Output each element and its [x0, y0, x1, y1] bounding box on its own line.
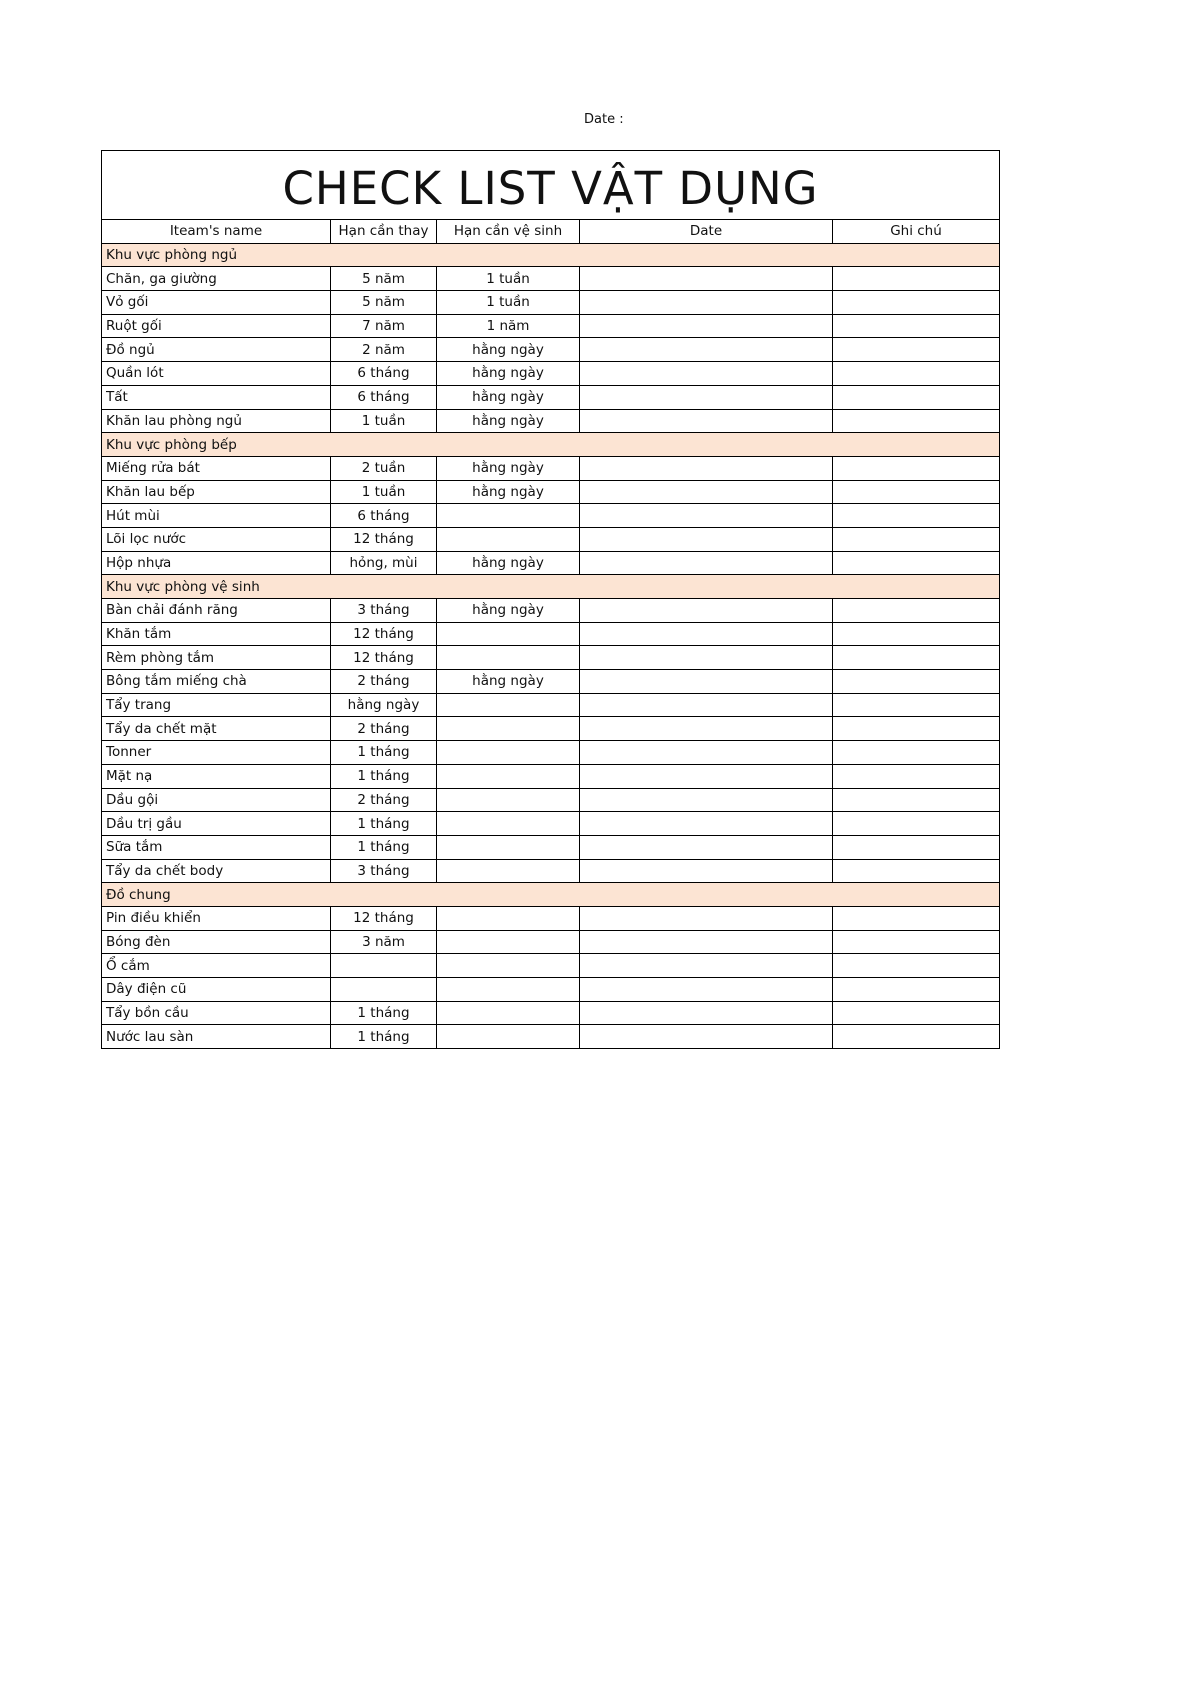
section-row: [102, 575, 1000, 599]
item-name-cell: Tẩy da chết body: [102, 859, 331, 883]
date-cell[interactable]: [580, 930, 833, 954]
date-cell[interactable]: [580, 314, 833, 338]
item-name-cell: Đồ ngủ: [102, 338, 331, 362]
date-cell[interactable]: [580, 1001, 833, 1025]
replace-interval-cell: 7 năm: [331, 314, 437, 338]
table-row: [102, 362, 1000, 386]
note-cell[interactable]: [833, 788, 1000, 812]
item-name-cell: Tonner: [102, 741, 331, 765]
replace-interval-cell: 1 tuần: [331, 409, 437, 433]
note-cell[interactable]: [833, 409, 1000, 433]
note-cell[interactable]: [833, 646, 1000, 670]
clean-interval-cell: [437, 646, 580, 670]
clean-interval-cell: [437, 693, 580, 717]
date-cell[interactable]: [580, 551, 833, 575]
replace-interval-cell: 6 tháng: [331, 362, 437, 386]
item-name-cell: Pin điều khiển: [102, 906, 331, 930]
replace-interval-cell: [331, 954, 437, 978]
table-row: [102, 267, 1000, 291]
table-row: [102, 291, 1000, 315]
date-cell[interactable]: [580, 527, 833, 551]
date-cell[interactable]: [580, 385, 833, 409]
item-name-cell: Bàn chải đánh răng: [102, 599, 331, 623]
table-row: [102, 527, 1000, 551]
item-name-cell: Ruột gối: [102, 314, 331, 338]
item-name-cell: Miếng rửa bát: [102, 456, 331, 480]
date-cell[interactable]: [580, 835, 833, 859]
clean-interval-cell: hằng ngày: [437, 551, 580, 575]
table-row: [102, 314, 1000, 338]
item-name-cell: Dầu trị gầu: [102, 812, 331, 836]
header-date: Date: [580, 220, 833, 244]
date-cell[interactable]: [580, 788, 833, 812]
replace-interval-cell: 5 năm: [331, 267, 437, 291]
date-cell[interactable]: [580, 338, 833, 362]
table-row: [102, 385, 1000, 409]
replace-interval-cell: 12 tháng: [331, 622, 437, 646]
table-row: [102, 409, 1000, 433]
table-row: [102, 551, 1000, 575]
clean-interval-cell: [437, 764, 580, 788]
replace-interval-cell: 1 tháng: [331, 1001, 437, 1025]
table-row: [102, 764, 1000, 788]
table-row: [102, 622, 1000, 646]
note-cell[interactable]: [833, 859, 1000, 883]
table-row: [102, 741, 1000, 765]
note-cell[interactable]: [833, 978, 1000, 1002]
table-row: [102, 599, 1000, 623]
header-item-name: Iteam's name: [102, 220, 331, 244]
replace-interval-cell: 12 tháng: [331, 527, 437, 551]
date-cell[interactable]: [580, 764, 833, 788]
note-cell[interactable]: [833, 741, 1000, 765]
date-cell[interactable]: [580, 291, 833, 315]
item-name-cell: Dây điện cũ: [102, 978, 331, 1002]
note-cell[interactable]: [833, 338, 1000, 362]
date-cell[interactable]: [580, 456, 833, 480]
clean-interval-cell: [437, 978, 580, 1002]
note-cell[interactable]: [833, 551, 1000, 575]
replace-interval-cell: 3 năm: [331, 930, 437, 954]
item-name-cell: Khăn tắm: [102, 622, 331, 646]
item-name-cell: Sữa tắm: [102, 835, 331, 859]
note-cell[interactable]: [833, 1001, 1000, 1025]
date-cell[interactable]: [580, 622, 833, 646]
date-cell[interactable]: [580, 859, 833, 883]
table-row: [102, 338, 1000, 362]
note-cell[interactable]: [833, 1025, 1000, 1049]
table-row: [102, 835, 1000, 859]
checklist-table: [101, 150, 1000, 1049]
section-label: Đồ chung: [102, 883, 1000, 907]
clean-interval-cell: [437, 1025, 580, 1049]
clean-interval-cell: hằng ngày: [437, 338, 580, 362]
note-cell[interactable]: [833, 812, 1000, 836]
clean-interval-cell: hằng ngày: [437, 362, 580, 386]
replace-interval-cell: 6 tháng: [331, 504, 437, 528]
date-cell[interactable]: [580, 693, 833, 717]
item-name-cell: Khăn lau bếp: [102, 480, 331, 504]
table-row: [102, 504, 1000, 528]
table-row: [102, 906, 1000, 930]
table-row: [102, 954, 1000, 978]
item-name-cell: Mặt nạ: [102, 764, 331, 788]
table-row: [102, 670, 1000, 694]
clean-interval-cell: [437, 859, 580, 883]
clean-interval-cell: [437, 622, 580, 646]
date-cell[interactable]: [580, 670, 833, 694]
replace-interval-cell: 2 năm: [331, 338, 437, 362]
replace-interval-cell: hỏng, mùi: [331, 551, 437, 575]
item-name-cell: Rèm phòng tắm: [102, 646, 331, 670]
note-cell[interactable]: [833, 362, 1000, 386]
item-name-cell: Tẩy trang: [102, 693, 331, 717]
clean-interval-cell: hằng ngày: [437, 599, 580, 623]
item-name-cell: Chăn, ga giường: [102, 267, 331, 291]
date-cell[interactable]: [580, 504, 833, 528]
item-name-cell: Dầu gội: [102, 788, 331, 812]
clean-interval-cell: [437, 930, 580, 954]
replace-interval-cell: 3 tháng: [331, 599, 437, 623]
table-row: [102, 1025, 1000, 1049]
note-cell[interactable]: [833, 267, 1000, 291]
date-cell[interactable]: [580, 954, 833, 978]
clean-interval-cell: hằng ngày: [437, 385, 580, 409]
clean-interval-cell: [437, 835, 580, 859]
replace-interval-cell: 1 tháng: [331, 835, 437, 859]
replace-interval-cell: 12 tháng: [331, 906, 437, 930]
clean-interval-cell: hằng ngày: [437, 456, 580, 480]
page-title: CHECK LIST VẬT DỤNG: [102, 151, 1000, 220]
item-name-cell: Khăn lau phòng ngủ: [102, 409, 331, 433]
note-cell[interactable]: [833, 314, 1000, 338]
note-cell[interactable]: [833, 291, 1000, 315]
date-cell[interactable]: [580, 409, 833, 433]
date-cell[interactable]: [580, 362, 833, 386]
table-row: [102, 1001, 1000, 1025]
item-name-cell: Tẩy bồn cầu: [102, 1001, 331, 1025]
note-cell[interactable]: [833, 693, 1000, 717]
section-label: Khu vực phòng ngủ: [102, 243, 1000, 267]
section-label: Khu vực phòng vệ sinh: [102, 575, 1000, 599]
note-cell[interactable]: [833, 527, 1000, 551]
date-label: Date :: [584, 112, 624, 127]
clean-interval-cell: [437, 906, 580, 930]
replace-interval-cell: 1 tháng: [331, 1025, 437, 1049]
header-clean-interval: Hạn cần vệ sinh: [437, 220, 580, 244]
header-replace-interval: Hạn cần thay: [331, 220, 437, 244]
header-row: [102, 220, 1000, 244]
note-cell[interactable]: [833, 599, 1000, 623]
replace-interval-cell: 2 tháng: [331, 788, 437, 812]
date-cell[interactable]: [580, 741, 833, 765]
replace-interval-cell: 1 tuần: [331, 480, 437, 504]
note-cell[interactable]: [833, 764, 1000, 788]
clean-interval-cell: [437, 1001, 580, 1025]
clean-interval-cell: [437, 717, 580, 741]
date-cell[interactable]: [580, 480, 833, 504]
table-row: [102, 456, 1000, 480]
replace-interval-cell: 6 tháng: [331, 385, 437, 409]
table-row: [102, 859, 1000, 883]
item-name-cell: Hút mùi: [102, 504, 331, 528]
section-label: Khu vực phòng bếp: [102, 433, 1000, 457]
date-cell[interactable]: [580, 1025, 833, 1049]
clean-interval-cell: 1 tuần: [437, 267, 580, 291]
replace-interval-cell: hằng ngày: [331, 693, 437, 717]
date-cell[interactable]: [580, 717, 833, 741]
item-name-cell: Vỏ gối: [102, 291, 331, 315]
section-row: [102, 433, 1000, 457]
item-name-cell: Bóng đèn: [102, 930, 331, 954]
note-cell[interactable]: [833, 670, 1000, 694]
replace-interval-cell: 2 tuần: [331, 456, 437, 480]
item-name-cell: Bông tắm miếng chà: [102, 670, 331, 694]
section-row: [102, 243, 1000, 267]
replace-interval-cell: 2 tháng: [331, 717, 437, 741]
note-cell[interactable]: [833, 622, 1000, 646]
date-cell[interactable]: [580, 599, 833, 623]
table-row: [102, 930, 1000, 954]
note-cell[interactable]: [833, 717, 1000, 741]
clean-interval-cell: 1 năm: [437, 314, 580, 338]
clean-interval-cell: hằng ngày: [437, 670, 580, 694]
item-name-cell: Lõi lọc nước: [102, 527, 331, 551]
table-row: [102, 978, 1000, 1002]
table-row: [102, 717, 1000, 741]
note-cell[interactable]: [833, 930, 1000, 954]
replace-interval-cell: 1 tháng: [331, 812, 437, 836]
clean-interval-cell: [437, 954, 580, 978]
replace-interval-cell: 3 tháng: [331, 859, 437, 883]
item-name-cell: Tẩy da chết mặt: [102, 717, 331, 741]
date-cell[interactable]: [580, 267, 833, 291]
item-name-cell: Nước lau sàn: [102, 1025, 331, 1049]
item-name-cell: Hộp nhựa: [102, 551, 331, 575]
clean-interval-cell: hằng ngày: [437, 409, 580, 433]
replace-interval-cell: 2 tháng: [331, 670, 437, 694]
date-cell[interactable]: [580, 978, 833, 1002]
clean-interval-cell: [437, 504, 580, 528]
item-name-cell: Tất: [102, 385, 331, 409]
note-cell[interactable]: [833, 480, 1000, 504]
replace-interval-cell: 12 tháng: [331, 646, 437, 670]
table-row: [102, 812, 1000, 836]
table-row: [102, 693, 1000, 717]
replace-interval-cell: 1 tháng: [331, 741, 437, 765]
date-cell[interactable]: [580, 906, 833, 930]
replace-interval-cell: [331, 978, 437, 1002]
replace-interval-cell: 1 tháng: [331, 764, 437, 788]
item-name-cell: Ổ cắm: [102, 954, 331, 978]
note-cell[interactable]: [833, 504, 1000, 528]
table-row: [102, 646, 1000, 670]
section-row: [102, 883, 1000, 907]
clean-interval-cell: [437, 788, 580, 812]
clean-interval-cell: [437, 812, 580, 836]
table-row: [102, 788, 1000, 812]
item-name-cell: Quần lót: [102, 362, 331, 386]
note-cell[interactable]: [833, 906, 1000, 930]
note-cell[interactable]: [833, 385, 1000, 409]
replace-interval-cell: 5 năm: [331, 291, 437, 315]
clean-interval-cell: hằng ngày: [437, 480, 580, 504]
clean-interval-cell: [437, 527, 580, 551]
note-cell[interactable]: [833, 835, 1000, 859]
clean-interval-cell: 1 tuần: [437, 291, 580, 315]
note-cell[interactable]: [833, 954, 1000, 978]
note-cell[interactable]: [833, 456, 1000, 480]
clean-interval-cell: [437, 741, 580, 765]
date-cell[interactable]: [580, 646, 833, 670]
date-cell[interactable]: [580, 812, 833, 836]
table-row: [102, 480, 1000, 504]
header-note: Ghi chú: [833, 220, 1000, 244]
